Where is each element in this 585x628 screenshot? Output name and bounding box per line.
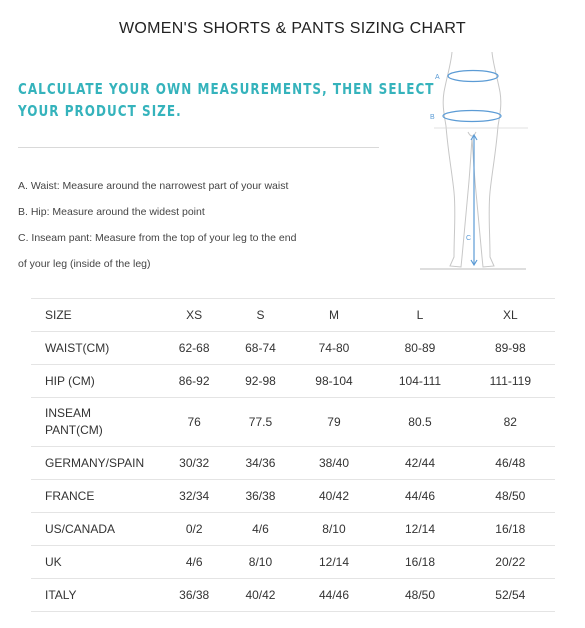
label-c: C bbox=[466, 235, 472, 242]
size-header: L bbox=[374, 299, 465, 332]
table-row bbox=[31, 513, 555, 546]
headline-line-1: CALCULATE YOUR OWN MEASUREMENTS, THEN SELECT bbox=[18, 80, 435, 98]
headline-line-2: YOUR PRODUCT SIZE. bbox=[18, 102, 182, 120]
row-label: UK bbox=[31, 546, 161, 579]
table-cell: 30/32 bbox=[161, 447, 227, 480]
table-cell: 36/38 bbox=[161, 579, 227, 612]
table-cell: 46/48 bbox=[466, 447, 555, 480]
size-header: S bbox=[227, 299, 293, 332]
table-cell: 74-80 bbox=[294, 332, 375, 365]
measurement-instructions bbox=[18, 178, 296, 282]
table-cell: 62-68 bbox=[161, 332, 227, 365]
table-row bbox=[31, 447, 555, 480]
waist-instruction: A. Waist: Measure around the narrowest part of your waist bbox=[18, 180, 289, 192]
table-row bbox=[31, 480, 555, 513]
row-label: ITALY bbox=[31, 579, 161, 612]
table-cell: 40/42 bbox=[294, 480, 375, 513]
table-cell: 98-104 bbox=[294, 365, 375, 398]
size-header: XL bbox=[466, 299, 555, 332]
table-cell: 52/54 bbox=[466, 579, 555, 612]
size-header: XS bbox=[161, 299, 227, 332]
table-row bbox=[31, 579, 555, 612]
table-cell: 80-89 bbox=[374, 332, 465, 365]
size-header: M bbox=[294, 299, 375, 332]
page-title: WOMEN'S SHORTS & PANTS SIZING CHART bbox=[119, 20, 466, 37]
table-cell: 76 bbox=[161, 398, 227, 447]
row-label: US/CANADA bbox=[31, 513, 161, 546]
table-cell: 40/42 bbox=[227, 579, 293, 612]
table-cell: 34/36 bbox=[227, 447, 293, 480]
torso-outline bbox=[443, 52, 452, 126]
table-cell: 68-74 bbox=[227, 332, 293, 365]
table-cell: 20/22 bbox=[466, 546, 555, 579]
table-cell: 4/6 bbox=[161, 546, 227, 579]
section-divider bbox=[18, 147, 379, 148]
table-header-row bbox=[31, 299, 555, 332]
table-cell: 79 bbox=[294, 398, 375, 447]
table-cell: 4/6 bbox=[227, 513, 293, 546]
table-row bbox=[31, 546, 555, 579]
body-measurement-diagram bbox=[416, 52, 530, 272]
instructions-headline bbox=[18, 78, 435, 122]
table-cell: 80.5 bbox=[374, 398, 465, 447]
row-label: FRANCE bbox=[31, 480, 161, 513]
table-cell: 16/18 bbox=[374, 546, 465, 579]
label-b: B bbox=[430, 114, 435, 121]
row-label-line-1: INSEAM bbox=[45, 406, 92, 420]
right-leg-outline bbox=[472, 126, 498, 267]
table-cell: 111-119 bbox=[466, 365, 555, 398]
waist-guide bbox=[448, 71, 498, 82]
inseam-instruction-line-1: C. Inseam pant: Measure from the top of your leg to the end bbox=[18, 232, 297, 244]
table-header-label: SIZE bbox=[31, 299, 161, 332]
table-cell: 77.5 bbox=[227, 398, 293, 447]
table-cell: 48/50 bbox=[374, 579, 465, 612]
table-cell: 16/18 bbox=[466, 513, 555, 546]
table-cell: 36/38 bbox=[227, 480, 293, 513]
table-cell: 44/46 bbox=[294, 579, 375, 612]
table-cell: 82 bbox=[466, 398, 555, 447]
table-row bbox=[31, 398, 555, 447]
torso-outline-right bbox=[492, 52, 501, 126]
table-cell: 48/50 bbox=[466, 480, 555, 513]
table-row bbox=[31, 365, 555, 398]
row-label bbox=[31, 398, 161, 447]
row-label: HIP (CM) bbox=[31, 365, 161, 398]
table-cell: 12/14 bbox=[294, 546, 375, 579]
table-cell: 0/2 bbox=[161, 513, 227, 546]
inseam-instruction-line-2: of your leg (inside of the leg) bbox=[18, 258, 151, 270]
table-cell: 92-98 bbox=[227, 365, 293, 398]
table-cell: 8/10 bbox=[294, 513, 375, 546]
table-cell: 104-111 bbox=[374, 365, 465, 398]
row-label: WAIST(CM) bbox=[31, 332, 161, 365]
left-leg-outline bbox=[446, 126, 472, 267]
table-cell: 44/46 bbox=[374, 480, 465, 513]
table-cell: 86-92 bbox=[161, 365, 227, 398]
hip-guide bbox=[443, 111, 501, 122]
table-row bbox=[31, 332, 555, 365]
table-cell: 38/40 bbox=[294, 447, 375, 480]
table-cell: 89-98 bbox=[466, 332, 555, 365]
table-cell: 32/34 bbox=[161, 480, 227, 513]
hip-instruction: B. Hip: Measure around the widest point bbox=[18, 206, 205, 218]
row-label-line-2: PANT(CM) bbox=[45, 423, 103, 437]
table-cell: 8/10 bbox=[227, 546, 293, 579]
row-label: GERMANY/SPAIN bbox=[31, 447, 161, 480]
label-a: A bbox=[435, 74, 440, 81]
table-cell: 42/44 bbox=[374, 447, 465, 480]
table-cell: 12/14 bbox=[374, 513, 465, 546]
size-table bbox=[31, 298, 555, 612]
